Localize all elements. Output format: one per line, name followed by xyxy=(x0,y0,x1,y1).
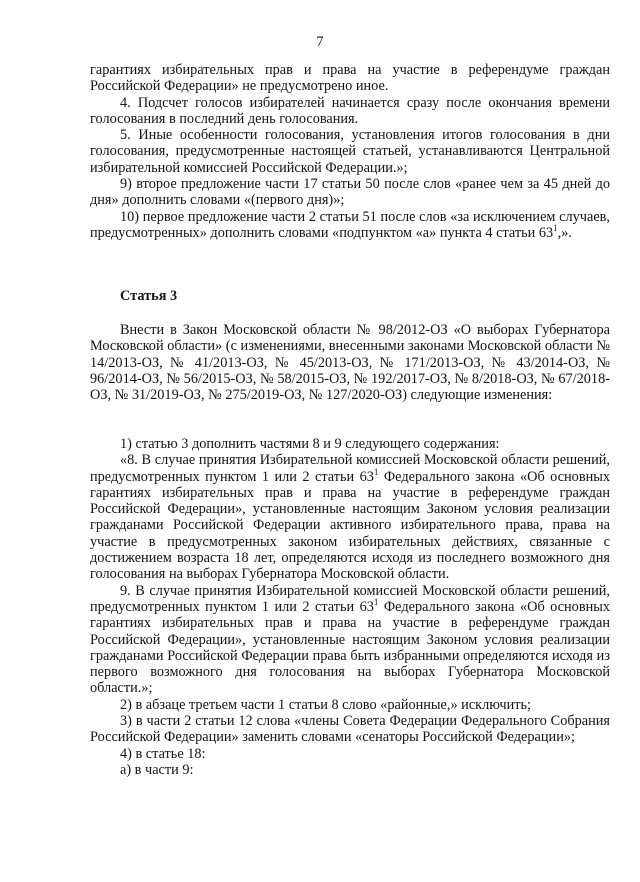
part-8-text-start: «8. В случае принятия Избирательной комиссией Московской области решений, предусмотренных пунктом 1 или 2 статьи 63 xyxy=(90,452,610,485)
amendment-item-4: 4) в статье 18: xyxy=(120,745,206,762)
paragraph-part-4: 4. Подсчет голосов избирателей начинается сразу после окончания времени голосования в последний день голосования. xyxy=(90,94,610,127)
part-8-superscript: 1 xyxy=(373,466,379,477)
article-heading: Статья 3 xyxy=(120,288,178,304)
item-10-superscript: 1 xyxy=(553,223,558,234)
part-9-superscript: 1 xyxy=(373,597,379,608)
amendment-item-2: 2) в абзаце третьем части 1 статьи 8 слово «районные,» исключить; xyxy=(120,696,531,713)
amendments-section xyxy=(90,436,610,778)
item-10-tail: ,». xyxy=(557,224,572,241)
paragraph-continuation: гарантиях избирательных прав и права на участие в референдуме граждан Российской Федерации» не предусмотрено иное. xyxy=(90,62,610,95)
part-9-text-start: 9. В случае принятия Избирательной комиссией Московской области решений, предусмотренных пунктом 1 или 2 статьи 63 xyxy=(90,582,610,615)
amendment-item-4a: а) в части 9: xyxy=(120,761,194,778)
amendment-part-8 xyxy=(90,452,610,582)
article-intro-paragraph: Внести в Закон Московской области № 98/2012-ОЗ «О выборах Губернатора Московской области» (с изменениями, внесенными законами Московской области № 14/2013-ОЗ, № 41/2013-ОЗ, № 45/2013-ОЗ, № 171/2013-ОЗ, № 43/2014-ОЗ, № 96/2014-ОЗ, № 56/2015-ОЗ, № 58/2015-ОЗ, № 192/2017-ОЗ, № 8/2018-ОЗ, № 67/2018-ОЗ, № 31/2019-ОЗ, № 275/2019-ОЗ, № 127/2020-ОЗ) следующие изменения: xyxy=(90,322,610,404)
paragraph-item-9: 9) второе предложение части 17 статьи 50 после слов «ранее чем за 45 дней до дня» дополнить словами «(первого дня)»; xyxy=(90,176,610,209)
part-8-text-end: Федерального закона «Об основных гарантиях избирательных прав и права на участие в референдуме граждан Российской Федерации», установленные настоящим Законом условия реализации гражданами Российской Федерации активного избирательного права, права на участие в предусмотренных законом избирательных действиях, связанные с достижением возраста 18 лет, определяются исходя из последнего возможного дня голосования на выборах Губернатора Московской области. xyxy=(90,468,610,583)
part-9-text-end: Федерального закона «Об основных гарантиях избирательных прав и права на участие в референдуме граждан Российской Федерации», установленные настоящим Законом условия реализации гражданами Российской Федерации права быть избранными определяются исходя из первого возможного дня голосования на выборах Губернатора Московской области.»; xyxy=(90,598,610,697)
amendment-part-9 xyxy=(90,583,610,697)
page-number: 7 xyxy=(316,34,324,50)
top-section xyxy=(90,62,610,241)
paragraph-part-5: 5. Иные особенности голосования, установления итогов голосования в дни голосования, предусмотренные настоящей статьей, устанавливаются Центральной избирательной комиссией Российской Федерации.»; xyxy=(90,127,610,176)
item-10-text: 10) первое предложение части 2 статьи 51 после слов «за исключением случаев, предусмотренных» дополнить словами «подпунктом «а» пункта 4 статьи 63 xyxy=(90,208,610,241)
paragraph-item-10 xyxy=(90,209,610,242)
article-intro xyxy=(90,322,610,403)
amendment-item-1: 1) статью 3 дополнить частями 8 и 9 следующего содержания: xyxy=(120,436,500,452)
amendment-item-3: 3) в части 2 статьи 12 слова «члены Совета Федерации Федерального Собрания Российской Федерации» заменить словами «сенаторы Российской Федерации»; xyxy=(90,713,610,746)
